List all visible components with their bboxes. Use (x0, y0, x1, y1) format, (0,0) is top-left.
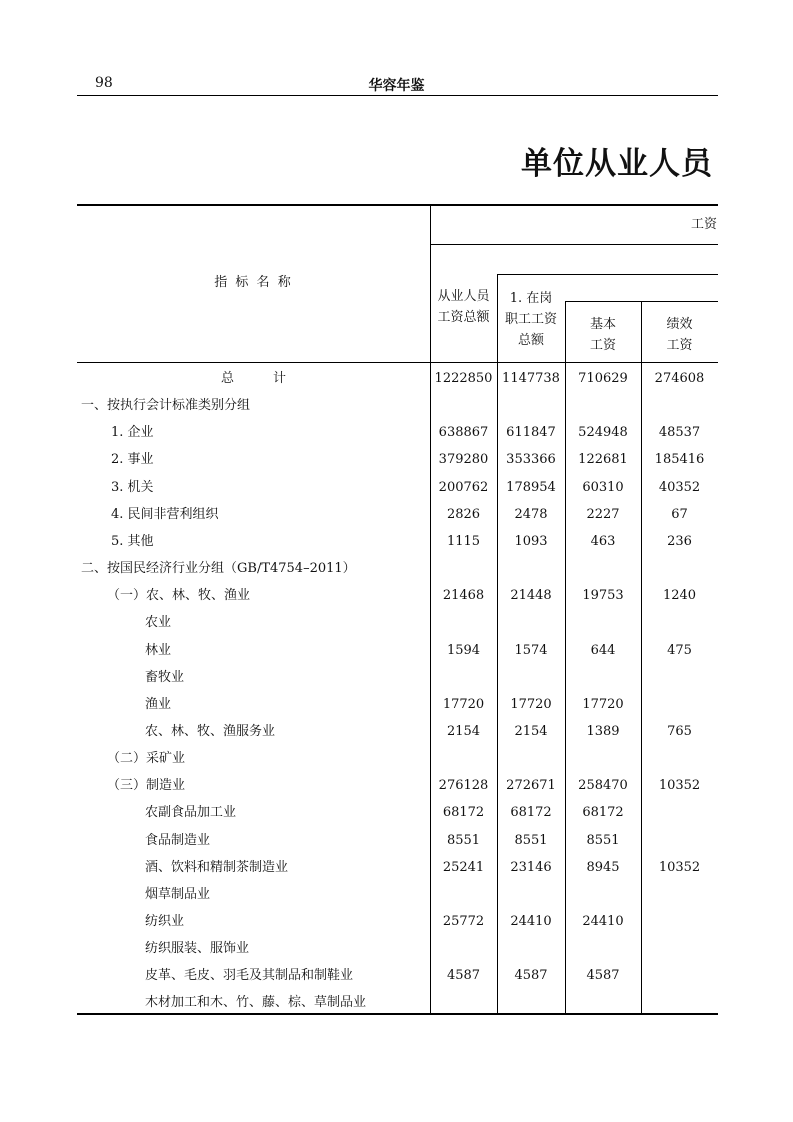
table-row (77, 609, 718, 636)
row-value-3: 24410 (582, 914, 624, 929)
row-label: 渔业 (145, 696, 172, 712)
table-row (77, 419, 718, 446)
row-value-3: 4587 (586, 968, 620, 984)
page-number: 98 (95, 75, 113, 91)
header-bottom-rule (77, 362, 718, 363)
row-value-2: 24410 (510, 914, 552, 929)
row-value-3: 122681 (578, 452, 628, 468)
table-row (77, 365, 718, 392)
row-label: 一、按执行会计标准类别分组 (81, 398, 251, 414)
row-value-2: 272671 (506, 778, 556, 794)
row-label: 酒、饮料和精制茶制造业 (145, 859, 289, 875)
row-label: 皮革、毛皮、羽毛及其制品和制鞋业 (145, 968, 354, 984)
wage-table (77, 204, 718, 1015)
wage-group-rule (430, 244, 718, 245)
table-row (77, 827, 718, 854)
row-value-2: 353366 (506, 452, 556, 468)
row-label: 二、按国民经济行业分组（GB/T4754–2011） (81, 561, 356, 577)
row-value-4: 1240 (662, 588, 697, 604)
row-value-4: 765 (667, 723, 692, 739)
subgroup-rule (497, 274, 718, 275)
row-label: 农业 (145, 615, 172, 631)
row-value-4: 185416 (654, 452, 705, 468)
table-row (77, 691, 718, 718)
row-label: 林业 (145, 642, 172, 658)
row-value-1: 68172 (442, 805, 485, 821)
row-value-1: 2154 (446, 723, 481, 739)
row-label: 总 计 (220, 371, 286, 386)
table-row (77, 474, 718, 501)
col-perf-wage-header: 绩效 工资 (666, 317, 693, 353)
row-value-3: 710629 (578, 371, 628, 386)
col-post-wage-header: 1. 在岗 职工工资 总额 (504, 291, 557, 348)
row-value-1: 8551 (446, 832, 481, 848)
row-value-3: 68172 (582, 805, 624, 821)
row-label: 农副食品加工业 (145, 805, 237, 821)
table-row (77, 555, 718, 582)
row-value-4: 475 (667, 642, 692, 658)
row-label: （三）制造业 (107, 778, 186, 794)
row-value-3: 463 (590, 533, 616, 549)
row-value-4: 48537 (658, 425, 701, 441)
row-value-1: 1222850 (434, 371, 493, 386)
row-value-3: 8551 (586, 832, 620, 848)
row-value-2: 21448 (510, 588, 552, 604)
row-value-3: 258470 (578, 778, 628, 794)
row-value-4: 40352 (658, 479, 701, 495)
table-row (77, 908, 718, 935)
table-row (77, 989, 718, 1016)
page-title: 单位从业人员 (521, 146, 713, 182)
name-column-header: 指 标 名 称 (214, 275, 293, 290)
col-basic-wage-header: 基本 工资 (589, 317, 616, 353)
row-label: 4. 民间非营利组织 (111, 506, 219, 522)
table-row (77, 501, 718, 528)
row-value-4: 67 (671, 506, 688, 522)
row-value-2: 4587 (514, 968, 548, 984)
row-value-1: 1115 (446, 533, 481, 549)
row-value-4: 10352 (658, 859, 701, 875)
book-title: 华容年鉴 (368, 78, 425, 94)
table-row (77, 772, 718, 799)
row-value-1: 2826 (446, 506, 481, 522)
row-value-1: 276128 (438, 778, 489, 794)
row-value-2: 1147738 (502, 371, 560, 386)
table-row (77, 745, 718, 772)
table-row (77, 935, 718, 962)
row-value-4: 274608 (654, 371, 705, 386)
table-row (77, 962, 718, 989)
row-value-2: 17720 (510, 696, 552, 712)
row-value-2: 2154 (514, 723, 548, 739)
row-value-2: 68172 (510, 805, 552, 821)
row-label: 5. 其他 (111, 533, 154, 549)
table-row (77, 854, 718, 881)
table-row (77, 664, 718, 691)
wage-group-header: 工资 (690, 217, 717, 232)
row-label: 纺织服装、服饰业 (145, 941, 250, 957)
row-label: （一）农、林、牧、渔业 (107, 588, 251, 604)
row-label: 农、林、牧、渔服务业 (145, 723, 276, 739)
row-label: 纺织业 (145, 914, 185, 929)
table-row (77, 637, 718, 664)
row-value-3: 2227 (586, 506, 620, 522)
row-value-4: 236 (667, 533, 692, 549)
header-rule (77, 95, 718, 96)
row-value-2: 1093 (514, 533, 548, 549)
row-value-3: 8945 (586, 859, 620, 875)
row-value-2: 178954 (506, 479, 556, 495)
row-value-1: 25772 (442, 914, 485, 929)
row-value-1: 17720 (442, 696, 485, 712)
row-label: （二）采矿业 (107, 751, 186, 767)
table-row (77, 881, 718, 908)
row-label: 1. 企业 (111, 425, 154, 441)
row-value-1: 638867 (438, 425, 489, 441)
row-value-2: 8551 (514, 832, 548, 848)
row-value-1: 25241 (442, 859, 485, 875)
table-row (77, 392, 718, 419)
row-value-1: 21468 (442, 588, 485, 604)
row-value-3: 644 (590, 642, 616, 658)
row-value-2: 611847 (506, 425, 556, 441)
row-label: 烟草制品业 (145, 886, 211, 902)
table-row (77, 446, 718, 473)
row-value-3: 60310 (582, 479, 624, 495)
table-row (77, 718, 718, 745)
row-value-1: 200762 (438, 479, 489, 495)
row-label: 畜牧业 (145, 669, 185, 685)
col-total-wage-header: 从业人员 工资总额 (437, 289, 490, 325)
row-label: 食品制造业 (145, 832, 211, 848)
row-value-2: 1574 (514, 642, 548, 658)
row-value-3: 19753 (582, 588, 624, 604)
table-row (77, 799, 718, 826)
table-row (77, 528, 718, 555)
table-top-rule (77, 204, 718, 206)
row-value-3: 524948 (578, 425, 628, 441)
row-value-4: 10352 (658, 778, 701, 794)
row-value-1: 4587 (446, 968, 481, 984)
row-label: 2. 事业 (111, 452, 154, 468)
row-label: 木材加工和木、竹、藤、棕、草制品业 (145, 995, 367, 1011)
table-row (77, 582, 718, 609)
row-value-1: 1594 (446, 642, 481, 658)
row-value-3: 17720 (582, 696, 624, 712)
row-value-2: 23146 (510, 859, 552, 875)
row-value-3: 1389 (586, 723, 620, 739)
row-label: 3. 机关 (111, 479, 154, 495)
row-value-2: 2478 (514, 506, 548, 522)
row-value-1: 379280 (438, 452, 489, 468)
